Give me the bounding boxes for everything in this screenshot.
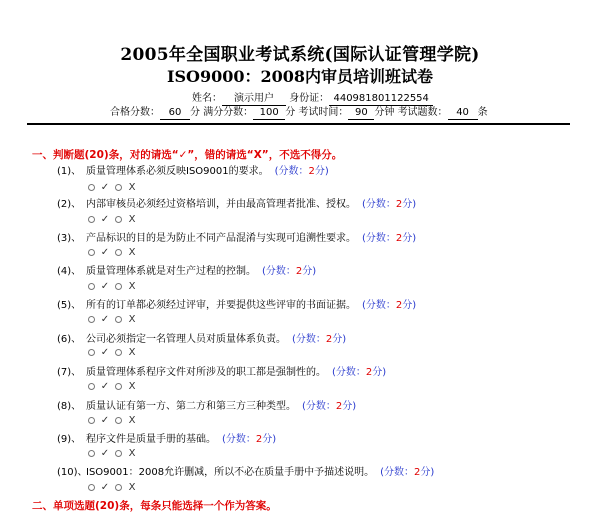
radio-false-option[interactable] [115,383,122,390]
question-text: 公司必须指定一名管理人员对质量体系负责。 [86,334,286,345]
question-text: 所有的订单都必须经过评审，并要提供这些评审的书面证据。 [86,300,356,311]
exam-subtitle: ISO9000：2008内审员培训班试卷 [166,67,434,86]
question-item [57,162,329,177]
name-label: 姓名： [192,93,222,104]
answer-options [88,482,137,493]
question-number: (5)、 [57,300,82,311]
pass-score-label: 合格分数： [110,107,160,118]
answer-options [88,314,137,325]
question-item [57,195,416,210]
radio-false-option[interactable] [115,316,122,323]
question-score: (分数：2分) [222,434,277,445]
cross-mark-icon: X [128,214,136,225]
answer-options [88,214,137,225]
answer-options [88,247,137,258]
full-score-value: 100 [253,107,285,120]
check-mark-icon: ✓ [100,182,110,193]
question-score: (分数：2分) [362,199,417,210]
answer-options [88,182,137,193]
question-score: (分数：2分) [362,300,417,311]
question-item [57,296,416,311]
cross-mark-icon: X [128,281,136,292]
radio-false-option[interactable] [115,417,122,424]
exam-title: 2005年全国职业考试系统(国际认证管理学院) [120,45,480,65]
question-score: (分数：2分) [380,467,435,478]
id-label: 身份证： [289,93,330,104]
question-item [57,229,416,244]
question-score: (分数：2分) [302,401,357,412]
radio-false-option[interactable] [115,484,122,491]
check-mark-icon: ✓ [100,448,110,459]
question-score: (分数：2分) [262,266,317,277]
question-number: (3)、 [57,233,82,244]
full-score-label: 满分分数： [203,107,254,118]
cross-mark-icon: X [128,314,136,325]
radio-true-option[interactable] [88,184,95,191]
cross-mark-icon: X [128,182,136,193]
pass-score-value: 60 [160,107,190,120]
cross-mark-icon: X [128,247,136,258]
exam-info-line [110,103,488,120]
question-text: ISO9001：2008允许删减，所以不必在质量手册中予描述说明。 [86,467,375,478]
question-number: (6)、 [57,334,82,345]
question-item [57,262,316,277]
question-item [57,363,386,378]
radio-false-option[interactable] [115,349,122,356]
question-text: 质量认证有第一方、第二方和第三方三种类型。 [86,401,296,412]
question-number: (10)、 [57,467,88,478]
radio-true-option[interactable] [88,417,95,424]
radio-true-option[interactable] [88,484,95,491]
radio-false-option[interactable] [115,249,122,256]
question-number: (2)、 [57,199,82,210]
question-score: (分数：2分) [292,334,347,345]
cross-mark-icon: X [128,448,136,459]
section-heading-true-false: 一、判断题(20)条，对的请选“✓”，错的请选“X”，不选不得分。 [32,149,343,161]
question-item [57,397,356,412]
exam-time-value: 90 [348,107,374,120]
question-text: 质量管理体系就是对生产过程的控制。 [86,266,256,277]
question-item [57,430,276,445]
question-item [57,463,434,478]
question-number: (1)、 [57,166,82,177]
full-score-unit: 分 [285,107,296,118]
header-divider [27,123,570,125]
answer-options [88,347,137,358]
answer-options [88,381,137,392]
cross-mark-icon: X [128,381,136,392]
radio-true-option[interactable] [88,249,95,256]
radio-true-option[interactable] [88,450,95,457]
id-value: 440981801122554 [329,93,433,106]
check-mark-icon: ✓ [100,214,110,225]
question-number: (8)、 [57,401,82,412]
radio-false-option[interactable] [115,450,122,457]
name-value: 演示用户 [222,93,286,106]
radio-false-option[interactable] [115,283,122,290]
check-mark-icon: ✓ [100,381,110,392]
pass-score-unit: 分 [190,107,200,118]
question-count-label: 考试题数： [397,107,448,118]
section-heading-single-choice: 二、单项选题(20)条，每条只能选择一个作为答案。 [32,500,277,512]
question-item [57,330,346,345]
question-text: 产品标识的目的是为防止不同产品混淆与实现可追溯性要求。 [86,233,356,244]
question-text: 质量管理体系程序文件对所涉及的职工都是强制性的。 [86,367,326,378]
radio-false-option[interactable] [115,184,122,191]
question-number: (9)、 [57,434,82,445]
cross-mark-icon: X [128,482,136,493]
radio-false-option[interactable] [115,216,122,223]
question-score: (分数：2分) [332,367,387,378]
question-score: (分数：2分) [274,166,329,177]
radio-true-option[interactable] [88,383,95,390]
check-mark-icon: ✓ [100,415,110,426]
question-text: 内部审核员必须经过资格培训，并由最高管理者批准、授权。 [86,199,356,210]
question-text: 质量管理体系必须反映ISO9001的要求。 [86,166,269,177]
cross-mark-icon: X [128,415,136,426]
radio-true-option[interactable] [88,216,95,223]
question-count-unit: 条 [477,107,488,118]
question-score: (分数：2分) [362,233,417,244]
answer-options [88,448,137,459]
check-mark-icon: ✓ [100,482,110,493]
radio-true-option[interactable] [88,349,95,356]
radio-true-option[interactable] [88,283,95,290]
answer-options [88,281,137,292]
check-mark-icon: ✓ [100,281,110,292]
question-number: (4)、 [57,266,82,277]
question-number: (7)、 [57,367,82,378]
answer-options [88,415,137,426]
check-mark-icon: ✓ [100,347,110,358]
question-text: 程序文件是质量手册的基础。 [86,434,216,445]
exam-time-unit: 分钟 [374,107,395,118]
check-mark-icon: ✓ [100,314,110,325]
check-mark-icon: ✓ [100,247,110,258]
exam-time-label: 考试时间： [298,107,349,118]
radio-true-option[interactable] [88,316,95,323]
cross-mark-icon: X [128,347,136,358]
question-count-value: 40 [448,107,478,120]
